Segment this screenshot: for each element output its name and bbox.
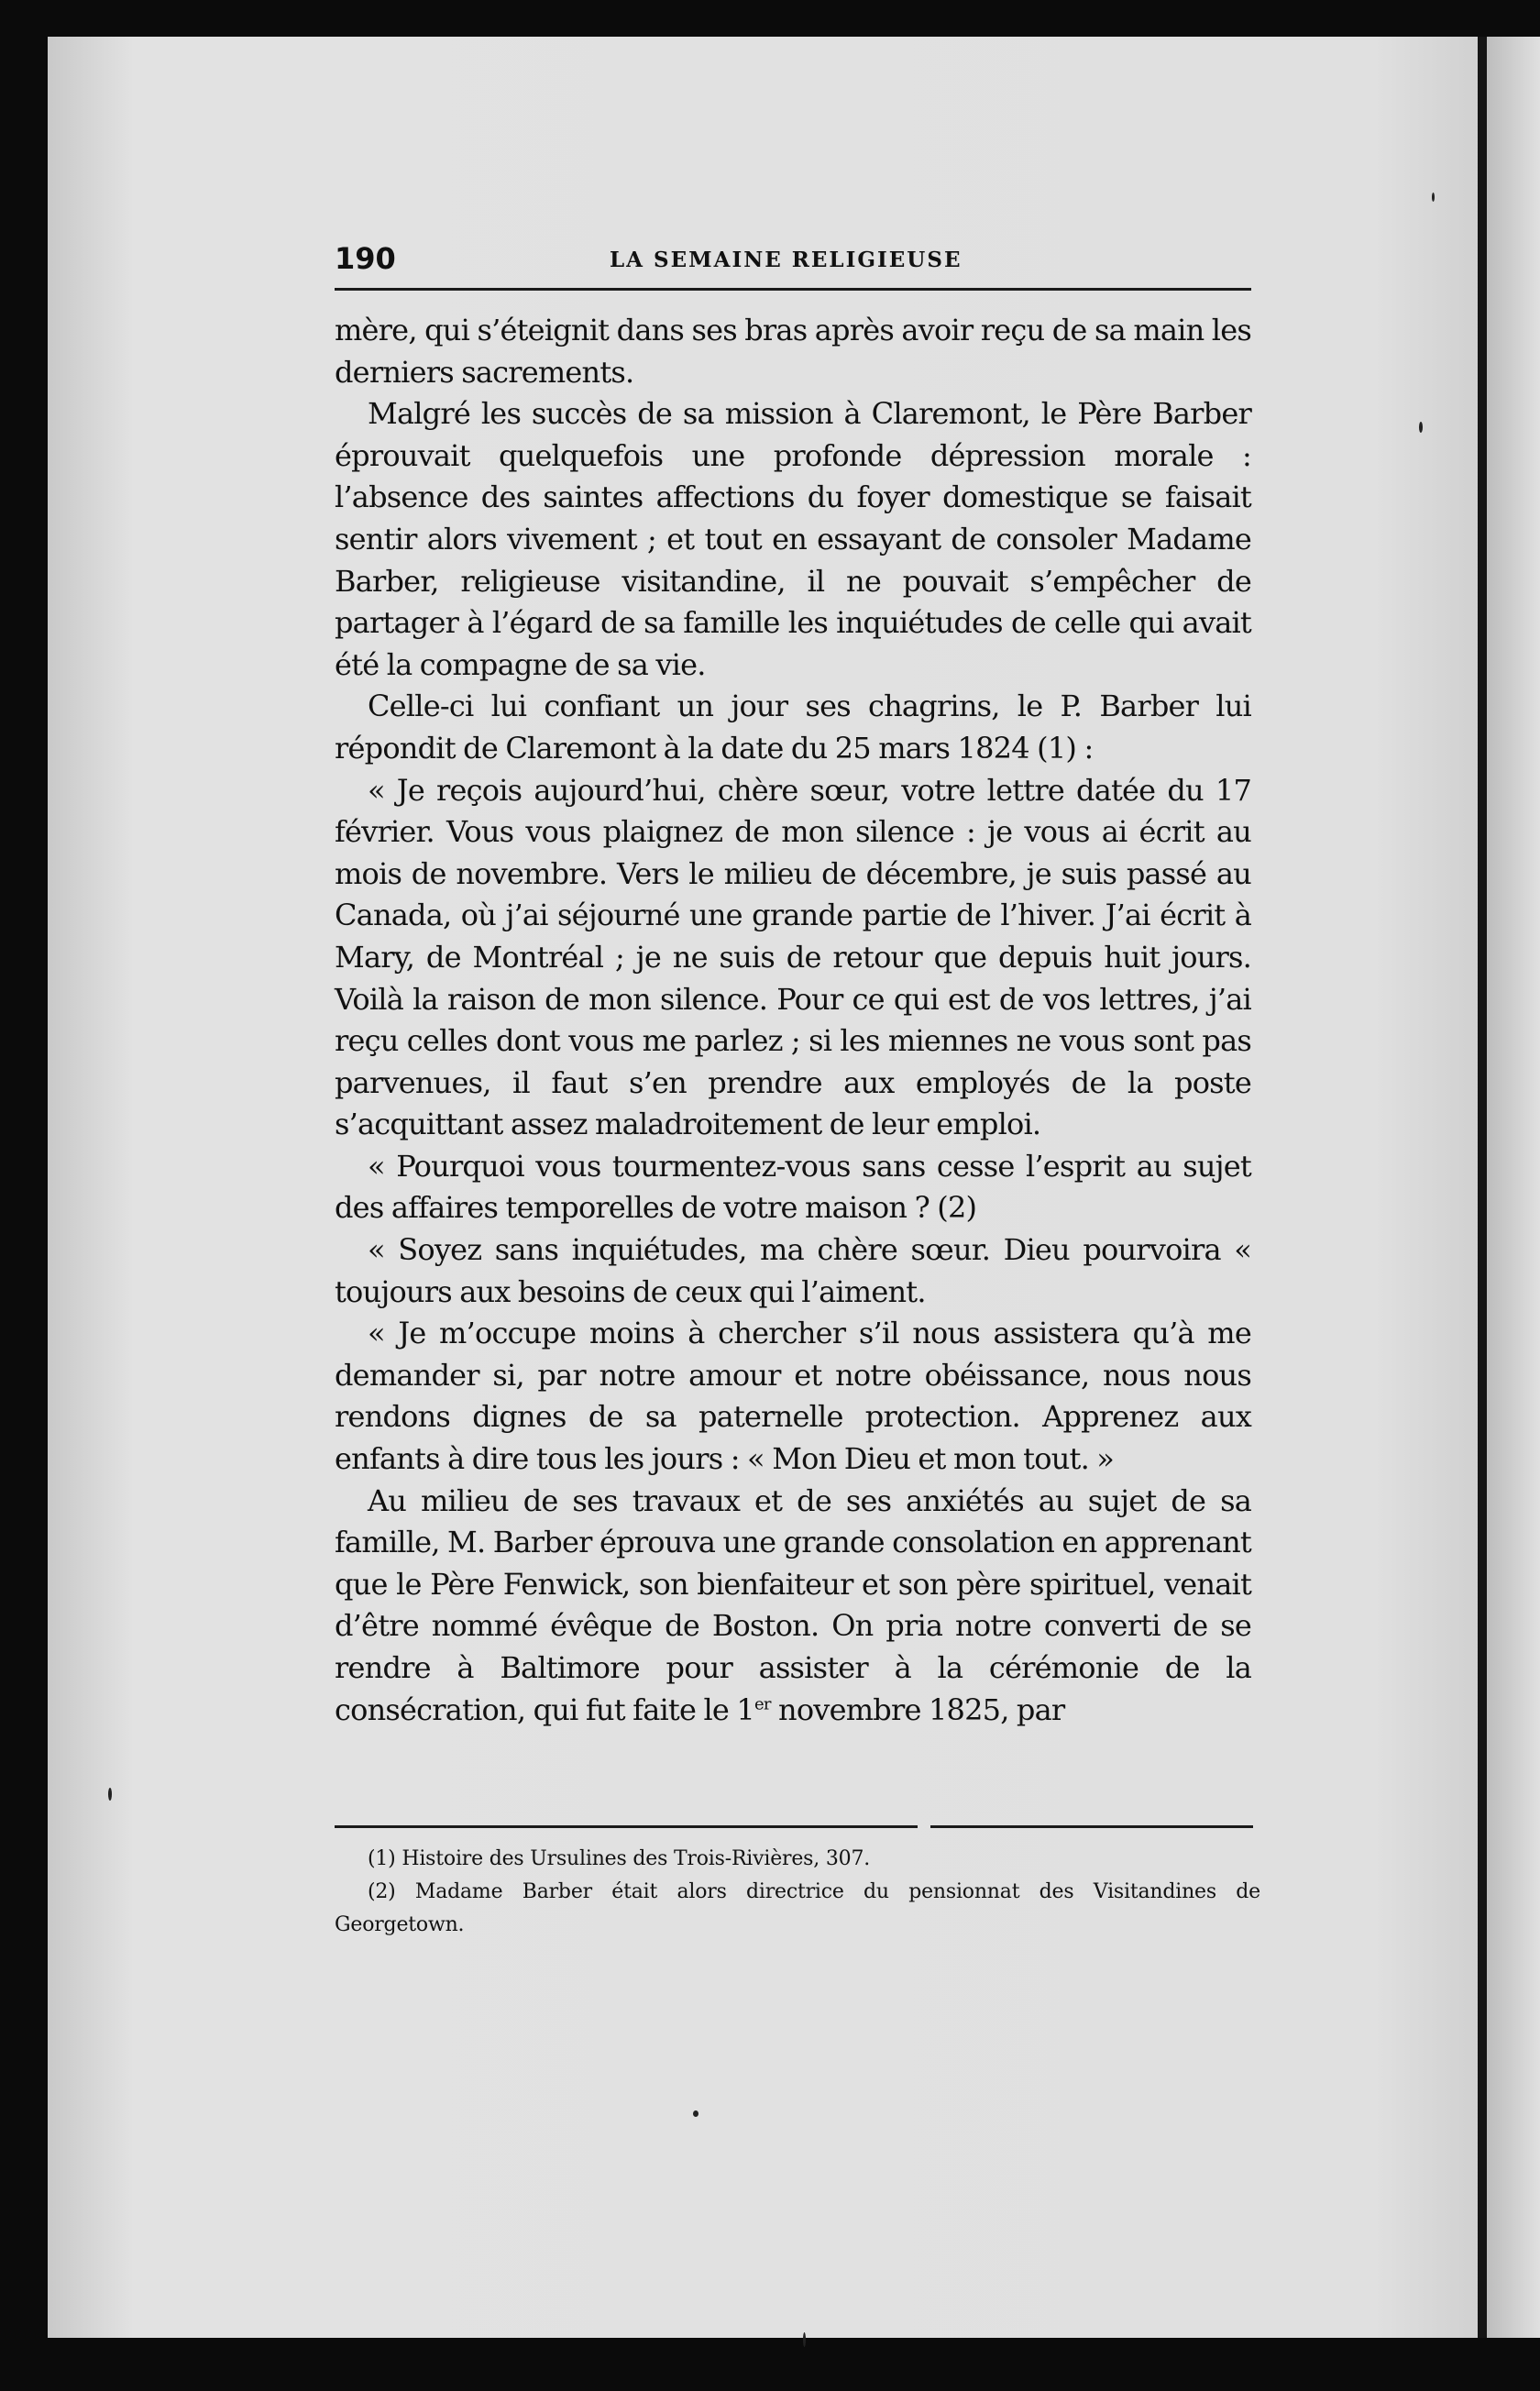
footnote: (1) Histoire des Ursulines des Trois-Rivières, 307. <box>368 1847 871 1870</box>
scan-speck <box>108 1788 112 1801</box>
scan-speck <box>1432 193 1435 202</box>
paragraph: Celle-ci lui confiant un jour ses chagrins, le P. Barber lui répondit de Claremont à la date du 25 mars 1824 (1) : <box>335 689 1251 766</box>
running-title: LA SEMAINE RELIGIEUSE <box>610 248 962 272</box>
scan-speck <box>1419 422 1423 433</box>
running-header <box>335 237 1253 281</box>
paragraph: « Je m’occupe moins à chercher s’il nous assistera qu’à me demander si, par notre amour et notre obéissance, nous nous rendons dignes de sa paternelle protection. Apprenez aux enfants à dire tous les jours : « Mon Dieu et mon tout. » <box>335 1316 1251 1477</box>
header-rule <box>335 288 1251 291</box>
paragraph-tail: novembre 1825, par <box>770 1691 1065 1727</box>
page-gutter-shadow <box>1478 37 1487 2338</box>
scan-speck <box>693 2110 698 2117</box>
body-text <box>335 310 1251 1731</box>
next-page-edge <box>1487 37 1540 2338</box>
paragraph: Malgré les succès de sa mission à Claremont, le Père Barber éprouvait quelquefois une profonde dépression morale : l’absence des saintes affections du foyer domestique se faisait sentir alors vivement ; et tout en essayant de consoler Madame Barber, religieuse visitandine, il ne pouvait s’empêcher de partager à l’égard de sa famille les inquiétudes de celle qui avait été la compagne de sa vie. <box>335 396 1251 682</box>
page-number: 190 <box>335 241 396 276</box>
paragraph: « Soyez sans inquiétudes, ma chère sœur. Dieu pourvoira « toujours aux besoins de ceux qui l’aiment. <box>335 1232 1251 1309</box>
paragraph <box>335 1481 1251 1732</box>
paragraph: « Je reçois aujourd’hui, chère sœur, votre lettre datée du 17 février. Vous vous plaignez de mon silence : je vous ai écrit au mois de novembre. Vers le milieu de décembre, je suis passé au Canada, où j’ai séjourné une grande partie de l’hiver. J’ai écrit à Mary, de Montréal ; je ne suis de retour que depuis huit jours. Voilà la raison de mon silence. Pour ce qui est de vos lettres, j’ai reçu celles dont vous me parlez ; si les miennes ne vous sont pas parvenues, il faut s’en prendre aux employés de la poste s’acquittant assez maladroitement de leur emploi. <box>335 772 1251 1142</box>
paragraph: « Pourquoi vous tourmentez-vous sans cesse l’esprit au sujet des affaires temporelles de votre maison ? (2) <box>335 1148 1251 1226</box>
footnote: (2) Madame Barber était alors directrice du pensionnat des Visitandines de Georgetown. <box>335 1880 1260 1936</box>
footnote-separator <box>335 1825 1253 1829</box>
page-content <box>335 237 1260 1936</box>
paragraph-lead: Au milieu de ses travaux et de ses anxiétés au sujet de sa famille, M. Barber éprouva une grande consolation en apprenant que le Père Fenwick, son bienfaiteur et son père spirituel, venait d’être nommé évêque de Boston. On pria notre converti de se rendre à Baltimore pour assister à la cérémonie de la consécration, qui fut faite le 1 <box>335 1482 1251 1727</box>
footnote-rule-right <box>930 1825 1253 1828</box>
ordinal-superscript: er <box>754 1693 771 1713</box>
footnotes <box>335 1843 1260 1942</box>
paragraph: mère, qui s’éteignit dans ses bras après avoir reçu de sa main les derniers sacrements. <box>335 313 1251 390</box>
footnote-rule-left <box>335 1825 918 1828</box>
scan-speck <box>803 2332 806 2347</box>
